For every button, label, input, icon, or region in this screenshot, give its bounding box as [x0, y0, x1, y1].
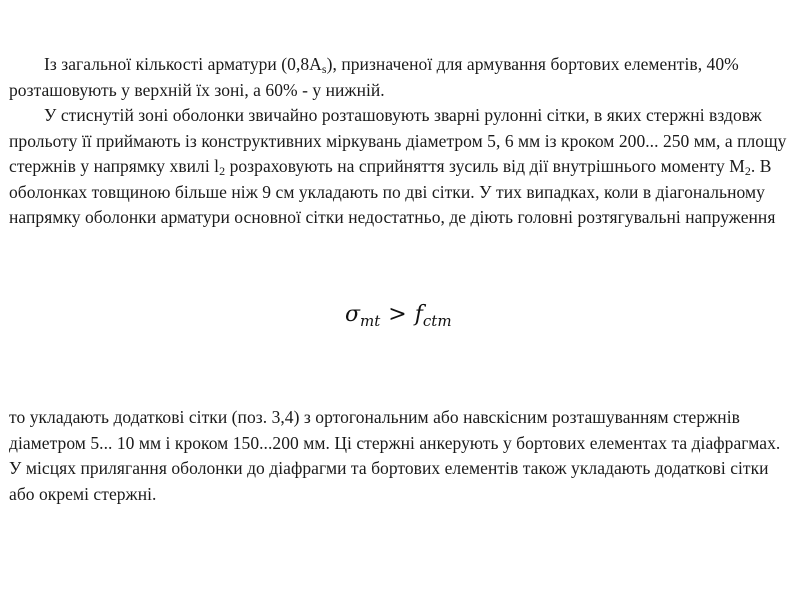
paragraph2-text-part1: У стиснутій зоні оболонки звичайно розташовують зварні рулонні сітки, в яких стержні вздовж прольоту її приймають із конструктивних міркувань діаметром 5, 6 мм із кроком 200... 250 мм, а площу стержнів у напрямку хвилі l — [9, 105, 787, 176]
paragraph1-text-before: Із загальної кількості арматури (0,8A — [44, 54, 322, 74]
text-block-bottom — [9, 405, 795, 507]
text-block-top — [9, 52, 795, 231]
paragraph-additional-meshes: то укладають додаткові сітки (поз. 3,4) з ортогональним або навскісним розташуванням стержнів діаметром 5... 10 мм і кроком 150...200 мм. Ці стержні анкерують у бортових елементах та діафрагмах. У місцях прилягання оболонки до діафрагми та бортових елементів також укладають додаткові сітки або окремі стержні. — [9, 407, 781, 504]
paragraph2-subscript-1: 2 — [219, 164, 226, 178]
paragraph-compressed-zone — [9, 103, 795, 231]
paragraph-reinforcement-distribution — [9, 52, 795, 103]
paragraph2-text-part2: розраховують на сприйняття зусиль від дії внутрішнього моменту M — [225, 156, 745, 176]
paragraph2-text-part3: . В оболонках товщиною більше ніж 9 см укладають по дві сітки. У тих випадках, коли в діагональному напрямку оболонки арматури основної сітки недостатньо, де діють головні розтягувальні напруження — [9, 156, 776, 227]
paragraph1-text-after: ), призначеної для армування бортових елементів, 40% розташовують у верхній їх зоні, а 60% - у нижній. — [9, 54, 739, 100]
paragraph1-subscript: s — [321, 62, 327, 76]
paragraph2-subscript-2: 2 — [744, 164, 751, 178]
formula-rhs-subscript: ctm — [422, 312, 452, 330]
formula-lhs-subscript: mt — [360, 312, 381, 330]
formula-operator: > — [388, 302, 407, 327]
formula-lhs: σ — [345, 302, 361, 327]
formula-rhs: f — [414, 302, 423, 327]
stress-inequality-formula — [345, 300, 452, 330]
